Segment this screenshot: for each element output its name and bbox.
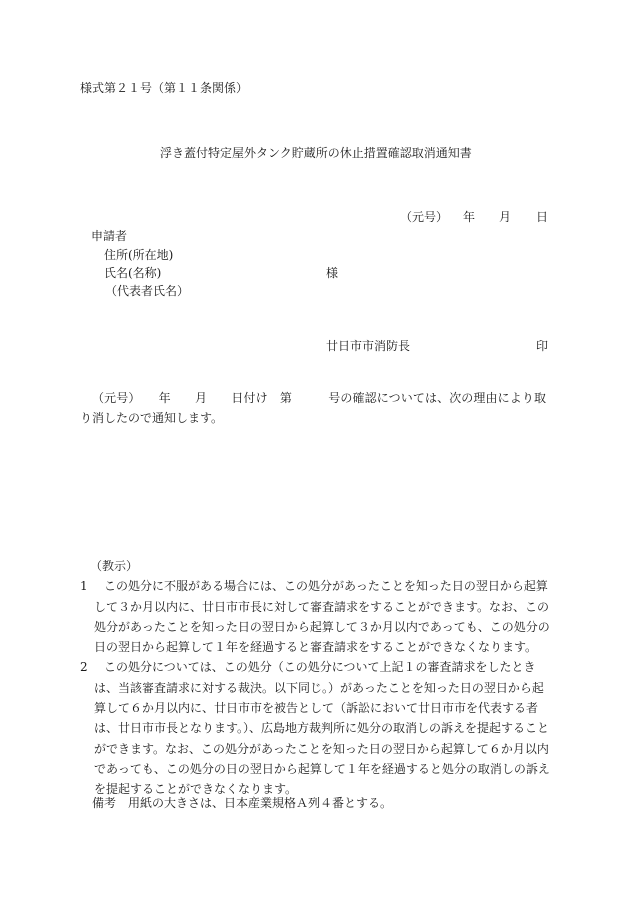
date-day: 日 xyxy=(536,210,549,224)
applicant-address: 住所(所在地) xyxy=(104,248,174,262)
document-title: 浮き蓋付特定屋外タンク貯蔵所の休止措置確認取消通知書 xyxy=(160,146,472,160)
issuer-seal: 印 xyxy=(536,339,549,353)
notice-body: （元号） 年 月 日付け 第 号の確認については、次の理由により取り消したので通知します。 xyxy=(80,391,546,425)
instruction-item xyxy=(80,576,550,657)
instruction-heading: （教示） xyxy=(90,559,139,573)
remark: 備考 用紙の大きさは、日本産業規格Ａ列４番とする。 xyxy=(92,796,393,810)
date-era: （元号） xyxy=(400,210,449,224)
applicant-representative: （代表者氏名） xyxy=(105,284,190,298)
instruction-item-number: 1 xyxy=(80,579,88,594)
instruction-item-number: 2 xyxy=(80,660,88,675)
issuer-name: 廿日市市消防長 xyxy=(326,339,411,353)
applicant-name: 氏名(名称) xyxy=(104,266,162,280)
instruction-item-text: この処分については、この処分（この処分について上記１の審査請求をしたときは、当該審査請求に対する裁決。以下同じ。）があったことを知った日の翌日から起算して６か月以内に、廿日市市を被告として（訴訟において廿日市市を代表する者は、廿日市市長となります。）、広島地方裁判所に処分の取消しの訴えを提起することができます。なお、この処分があったことを知った日の翌日から起算して６か月以内であっても、この処分の日の翌日から起算して１年を経過すると処分の取消しの訴えを提起することができなくなります。 xyxy=(94,660,550,797)
applicant-label: 申請者 xyxy=(91,229,128,243)
form-number: 様式第２１号（第１１条関係） xyxy=(80,81,249,95)
instruction-item-text: この処分に不服がある場合には、この処分があったことを知った日の翌日から起算して３か月以内に、廿日市市長に対して審査請求をすることができます。なお、この処分があったことを知った日の翌日から起算して３か月以内であっても、この処分の日の翌日から起算して１年を経過すると審査請求をすることができなくなります。 xyxy=(94,579,550,655)
instruction-item xyxy=(80,657,550,799)
instruction-section xyxy=(80,556,550,800)
date-month: 月 xyxy=(499,210,512,224)
date-year: 年 xyxy=(463,210,476,224)
applicant-honorific: 様 xyxy=(326,266,339,280)
